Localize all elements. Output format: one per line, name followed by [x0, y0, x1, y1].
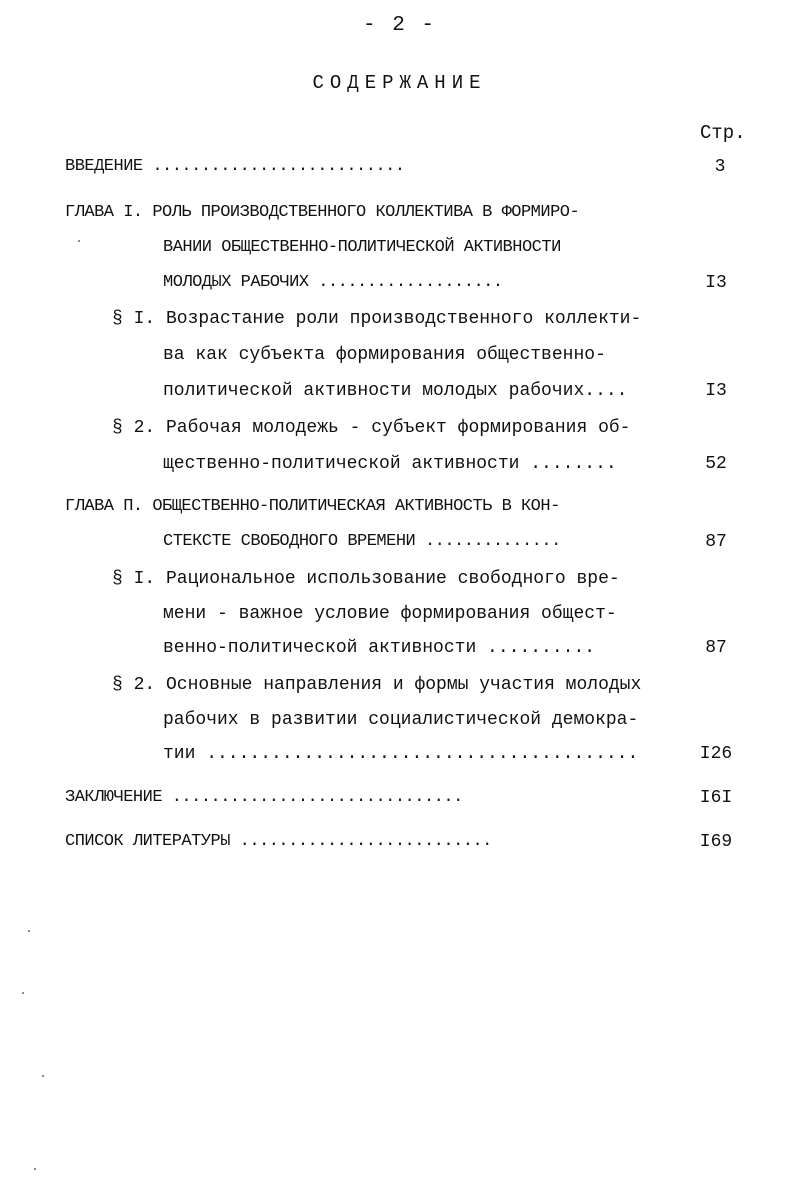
toc-entry-conclusion: ЗАКЛЮЧЕНИЕ ..............................	[65, 788, 463, 807]
toc-section-2-2-line-1: § 2. Основные направления и формы участия молодых	[112, 675, 642, 695]
toc-section-2-1-line-1: § I. Рациональное использование свободного вре-	[112, 569, 620, 589]
toc-page-chapter-2: 87	[705, 532, 727, 552]
page-column-header: Стр.	[700, 122, 746, 144]
toc-page-intro: 3	[714, 157, 726, 177]
page-number: - 2 -	[362, 14, 436, 37]
toc-page-conclusion: I6I	[699, 788, 733, 808]
toc-page-section-2-2: I26	[699, 744, 733, 764]
toc-entry-bibliography: СПИСОК ЛИТЕРАТУРЫ ..........................	[65, 832, 492, 851]
scan-speck	[28, 930, 30, 932]
toc-chapter-1-line-1: ГЛАВА I. РОЛЬ ПРОИЗВОДСТВЕННОГО КОЛЛЕКТИВА В ФОРМИРО-	[65, 203, 580, 222]
toc-page-section-1-2: 52	[705, 454, 727, 474]
scan-speck	[22, 992, 24, 994]
toc-section-1-1-line-3: политической активности молодых рабочих....	[163, 381, 628, 401]
toc-section-1-2-line-1: § 2. Рабочая молодежь - субъект формирования об-	[112, 418, 631, 438]
toc-section-1-1-line-2: ва как субъекта формирования общественно-	[163, 345, 606, 365]
toc-section-1-2-line-2: щественно-политической активности ........	[163, 454, 617, 474]
toc-chapter-1-line-3: МОЛОДЫХ РАБОЧИХ ...................	[163, 273, 503, 292]
toc-section-2-1-line-2: мени - важное условие формирования общест-	[163, 604, 617, 624]
scan-speck	[78, 240, 80, 242]
toc-page-bibliography: I69	[699, 832, 733, 852]
toc-section-1-1-line-1: § I. Возрастание роли производственного коллекти-	[112, 309, 642, 329]
page-title: СОДЕРЖАНИЕ	[312, 72, 487, 94]
toc-chapter-2-line-1: ГЛАВА П. ОБЩЕСТВЕННО-ПОЛИТИЧЕСКАЯ АКТИВНОСТЬ В КОН-	[65, 497, 560, 516]
toc-page-section-2-1: 87	[705, 638, 727, 658]
toc-page-section-1-1: I3	[705, 381, 727, 401]
toc-section-2-1-line-3: венно-политической активности ..........	[163, 638, 596, 658]
scan-speck	[34, 1168, 36, 1170]
toc-entry-intro: ВВЕДЕНИЕ ..........................	[65, 157, 405, 176]
scan-speck	[42, 1075, 44, 1077]
toc-section-2-2-line-3: тии ........................................	[163, 744, 639, 764]
toc-page-chapter-1: I3	[705, 273, 727, 293]
toc-section-2-2-line-2: рабочих в развитии социалистической демокра-	[163, 710, 639, 730]
toc-chapter-2-line-2: СТЕКСТЕ СВОБОДНОГО ВРЕМЕНИ ..............	[163, 532, 561, 551]
toc-chapter-1-line-2: ВАНИИ ОБЩЕСТВЕННО-ПОЛИТИЧЕСКОЙ АКТИВНОСТИ	[163, 238, 561, 257]
